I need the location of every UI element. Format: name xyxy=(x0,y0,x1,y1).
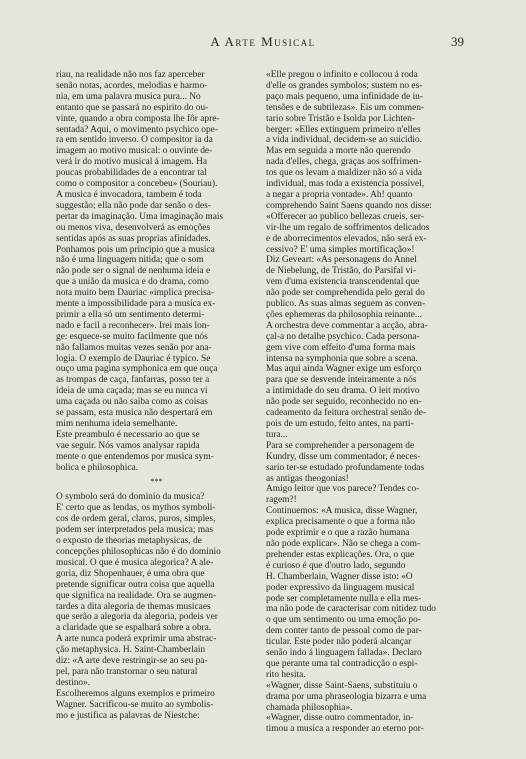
running-title: A Arte Musical xyxy=(210,34,316,49)
text-line: suggestão; ella não pode dar senão o des- xyxy=(56,200,211,211)
text-line: H. Chamberlain, Wagner disse isto: «O xyxy=(266,571,413,582)
text-line: ge: esquece-se muito facilmente que nós xyxy=(56,331,208,342)
text-line: chamada philosophia». xyxy=(266,702,353,713)
text-line: sentidas após as suas proprias afinidades. xyxy=(56,233,211,244)
left-text-column xyxy=(56,70,257,721)
text-line: Escolheremos alguns exemplos e primeiro xyxy=(56,688,215,699)
text-line: a claridade que se espalhará sobre a obra. xyxy=(56,623,212,634)
text-line: não pode ser o signal de nenhuma ideia e xyxy=(56,266,211,277)
text-line: ra em sentido inverso. O compositor ia da xyxy=(56,135,213,146)
text-line: berger: «Elles extinguem primeiro n'elles xyxy=(266,124,421,135)
text-line: não fallamos muitas vezes senão por ana- xyxy=(56,342,212,353)
text-line: çal-a no detalhe psychico. Cada persona- xyxy=(266,331,420,342)
text-line: e de aborrecimentos elevados, não será ex- xyxy=(266,233,427,244)
text-line: para que se desvende inteiramente a nós xyxy=(266,375,417,386)
text-line: «Offerecer ao publico bellezas crueis, ser- xyxy=(266,211,424,222)
text-line: nado e facil a reconhecer». Irei mais lon- xyxy=(56,320,210,331)
text-line: sentada? Aqui, o movimento psychico ope- xyxy=(56,124,218,135)
text-line: não pode ser comprehendida pelo geral do xyxy=(266,288,425,299)
text-line: a negar a propria vontade». Ah! quanto xyxy=(266,189,413,200)
text-line: paço mais pequeno, uma infinidade de in- xyxy=(266,91,423,102)
text-line: poder expressivo da linguagem musical xyxy=(266,582,415,593)
text-line: o exposto de theorias metaphysicas, de xyxy=(56,536,202,547)
text-line: «Wagner, disse Saint-Saens, substituiu o xyxy=(266,680,418,691)
text-line: ticular. Este poder não poderá alcançar xyxy=(266,637,412,648)
text-line: pois de um estudo, feito antes, na parti- xyxy=(266,419,414,429)
text-line: vem d'uma existencia transcendental que xyxy=(266,277,420,288)
text-line: vae seguir. Nós vamos analysar rapida xyxy=(56,440,200,451)
text-line: pertar da imaginação. Uma imaginação mais xyxy=(56,211,224,222)
text-line: ouço uma pagina symphonica em que ouça xyxy=(56,364,218,375)
text-line: pode exprimir e o que a razão humana xyxy=(266,528,410,539)
text-line: E' certo que as lendas, os mythos symboli- xyxy=(56,503,216,514)
text-line: entanto que se passará no espirito do ou- xyxy=(56,102,209,113)
text-line: A arte nunca poderá exprimir uma abstrac- xyxy=(56,634,217,645)
text-line: poucas probabilidades de a encontrar tal xyxy=(56,168,207,179)
text-line: Ponhamos pois um principio que a musica xyxy=(56,244,215,255)
text-line: timou a musica a responder ao eterno por- xyxy=(266,724,424,735)
text-line: «Wagner, disse outro commentador, in- xyxy=(266,713,414,724)
text-line: pode ser completamente nulla e ella mes- xyxy=(266,593,422,604)
text-line: mo e justifica as palavras de Niestche: xyxy=(56,710,200,721)
text-line: senão indo á linguagem fallada». Declaro xyxy=(266,648,422,659)
text-line: senão notas, acordes, melodias e harmo- xyxy=(56,80,208,91)
text-line: diz: «A arte deve restringir-se ao seu pa- xyxy=(56,656,208,667)
text-line: tardes a dita alegoria de themas musicaes xyxy=(56,601,211,612)
text-line: a intimidade do seu drama. O leit motivo xyxy=(266,386,420,397)
text-line: comprehendo Saint Saens quando nos disse: xyxy=(266,200,432,211)
text-line: Para se comprehender a personagem de xyxy=(266,440,415,451)
text-line: publico. As suas almas seguem as conven- xyxy=(266,299,426,310)
page-number: 39 xyxy=(451,34,464,49)
text-line: o que um sentimento ou uma emoção po- xyxy=(266,615,421,626)
text-line: cadeamento da feitura orchestral senão de- xyxy=(266,408,427,419)
text-line: bolica e philosophica. xyxy=(56,462,139,473)
text-line: «Elle pregou o infinito e collocou á roda xyxy=(266,70,418,80)
text-line: mim nenhuma ideia semelhante. xyxy=(56,419,178,429)
text-line: não pode ser seguido, reconhecido no en- xyxy=(266,397,422,408)
text-line: gem vive com effeito d'uma forma mais xyxy=(266,342,416,353)
text-line: prehender estas explicações. Ora, o que xyxy=(266,549,415,560)
text-line: pel, para não transtornar o seu natural xyxy=(56,666,198,677)
text-line: como o compositor a concebeu» (Souriau). xyxy=(56,179,218,190)
text-line: Wagner. Sacrificou-se muito ao symbolis- xyxy=(56,699,214,710)
text-line: nada d'elles, chega, graças aos soffrimen- xyxy=(266,157,422,168)
text-line: rito hesita. xyxy=(266,669,306,680)
text-line: Continuemos: «A musica, disse Wagner, xyxy=(266,506,418,517)
text-line: tura... xyxy=(266,429,288,440)
text-line: pretende significar outra coisa que aquella xyxy=(56,579,215,590)
text-line: mente a impossibilidade para a musica ex- xyxy=(56,299,216,310)
text-line: ideia de uma caçada; mas se eu nunca vi xyxy=(56,386,208,397)
text-line: A musica é invocadora, tambem é toda xyxy=(56,189,202,200)
text-line: ma não pode de caracterisar com nitidez tudo xyxy=(266,604,436,615)
text-line: vinte, quando a obra composta lhe fôr apre- xyxy=(56,113,220,124)
section-separator: *** xyxy=(150,476,163,486)
text-line: musical. O que é musica alegorica? A ale- xyxy=(56,557,214,568)
text-line: destino». xyxy=(56,677,91,688)
text-line: Mas em seguida a morte não querendo xyxy=(266,146,411,157)
text-line: não pode explicar». Não se chega a com- xyxy=(266,538,421,549)
text-line: se passam, esta musica não despertará em xyxy=(56,408,213,419)
text-line: verá ir do motivo musical á imagem. Ha xyxy=(56,157,207,168)
text-line: podem ser interpretados pela musica; mas xyxy=(56,525,213,536)
text-line: concepções philosophicas não é do dominio xyxy=(56,546,221,557)
text-line: cos de ordem geral, claros, puros, simples, xyxy=(56,514,216,525)
text-line: a vida individual, decidem-se ao suicidio. xyxy=(266,135,422,146)
text-line: drama por uma phraseologia bizarra e uma xyxy=(266,691,427,702)
right-text-column xyxy=(266,70,467,735)
text-line: ou menos viva, desenvolverá as emoções xyxy=(56,222,211,233)
text-line: ções ephemeras da philosophia reinante... xyxy=(266,309,422,320)
text-line: explica precisamente o que a forma não xyxy=(266,517,415,528)
text-line: Mas aqui ainda Wagner exige um esforço xyxy=(266,364,422,375)
text-line: primir a ella só um sentimento determi- xyxy=(56,309,205,320)
text-line: ragem?! xyxy=(266,495,297,506)
text-line: de Niebelung, de Tristão, do Parsifal vi- xyxy=(266,266,416,277)
text-line: riau, na realidade não nos faz aperceber xyxy=(56,70,205,80)
text-line: nia, em uma palavra musica pura... No xyxy=(56,91,201,102)
text-line: ção metaphysica. H. Saint-Chamberlain xyxy=(56,645,206,656)
text-line: A orchestra deve commentar a acção, abra- xyxy=(266,320,428,331)
text-line: que a união da musica e do drama, como xyxy=(56,277,209,288)
text-line: Kundry, disse um commentador, é neces- xyxy=(266,451,421,462)
text-line: Amigo leitor que vos parece? Tendes co- xyxy=(266,484,420,495)
text-line: que significa na realidade. Ora se augmen- xyxy=(56,590,217,601)
text-line: mente o que entendemos por musica sym- xyxy=(56,451,214,462)
text-line: tario sobre Tristão e Isolda por Lichten- xyxy=(266,113,415,124)
text-line: que perante uma tal contradicção o espi- xyxy=(266,658,418,669)
text-line: intensa na symphonia que sobre a scena. xyxy=(266,353,418,364)
text-line: dem conter tanto de pessoal como de par- xyxy=(266,626,422,637)
text-line: as trompas de caça, fanfarras, posso ter a xyxy=(56,375,210,386)
text-line: tos que os levam a maldizer não só a vida xyxy=(266,168,422,179)
text-line: sario ter-se estudado profundamente todas xyxy=(266,462,425,473)
page-header xyxy=(0,34,526,52)
text-line: O symbolo será do dominio da musica? xyxy=(56,492,205,503)
text-line: que serão a alegoria da alegoria, podeis ver xyxy=(56,612,218,623)
text-line: nota muito bem Dauriac «implica precisa- xyxy=(56,288,215,299)
text-line: cessivo? E' uma simples mortificação»! xyxy=(266,244,415,255)
text-line: vir-lhe um regalo de soffrimentos delicados xyxy=(266,222,430,233)
text-line: d'elle os grandes symbolos; sustem no es- xyxy=(266,80,423,91)
text-line: não é uma linguagem nitida; que o som xyxy=(56,255,204,266)
text-line: as antigas theogonias! xyxy=(266,473,349,484)
text-line: Este preambulo é necessario ao que se xyxy=(56,429,200,440)
text-line: logia. O exemplo de Dauriac é typico. Se xyxy=(56,353,211,364)
text-line: é curioso é que d'outro lado, segundo xyxy=(266,560,406,571)
text-line: individual, mas toda a existencia possivel, xyxy=(266,179,425,190)
text-line: imagem ao motivo musical: o ouvinte de- xyxy=(56,146,213,157)
text-line: uma caçada ou não saiba como as coisas xyxy=(56,397,208,408)
text-line: Diz Geveart: «As personagens do Annel xyxy=(266,255,417,266)
text-line: tensões e de subtilezas». Eis um commen- xyxy=(266,102,425,113)
text-line: goria, diz Shopenhauer, é uma obra que xyxy=(56,568,205,579)
